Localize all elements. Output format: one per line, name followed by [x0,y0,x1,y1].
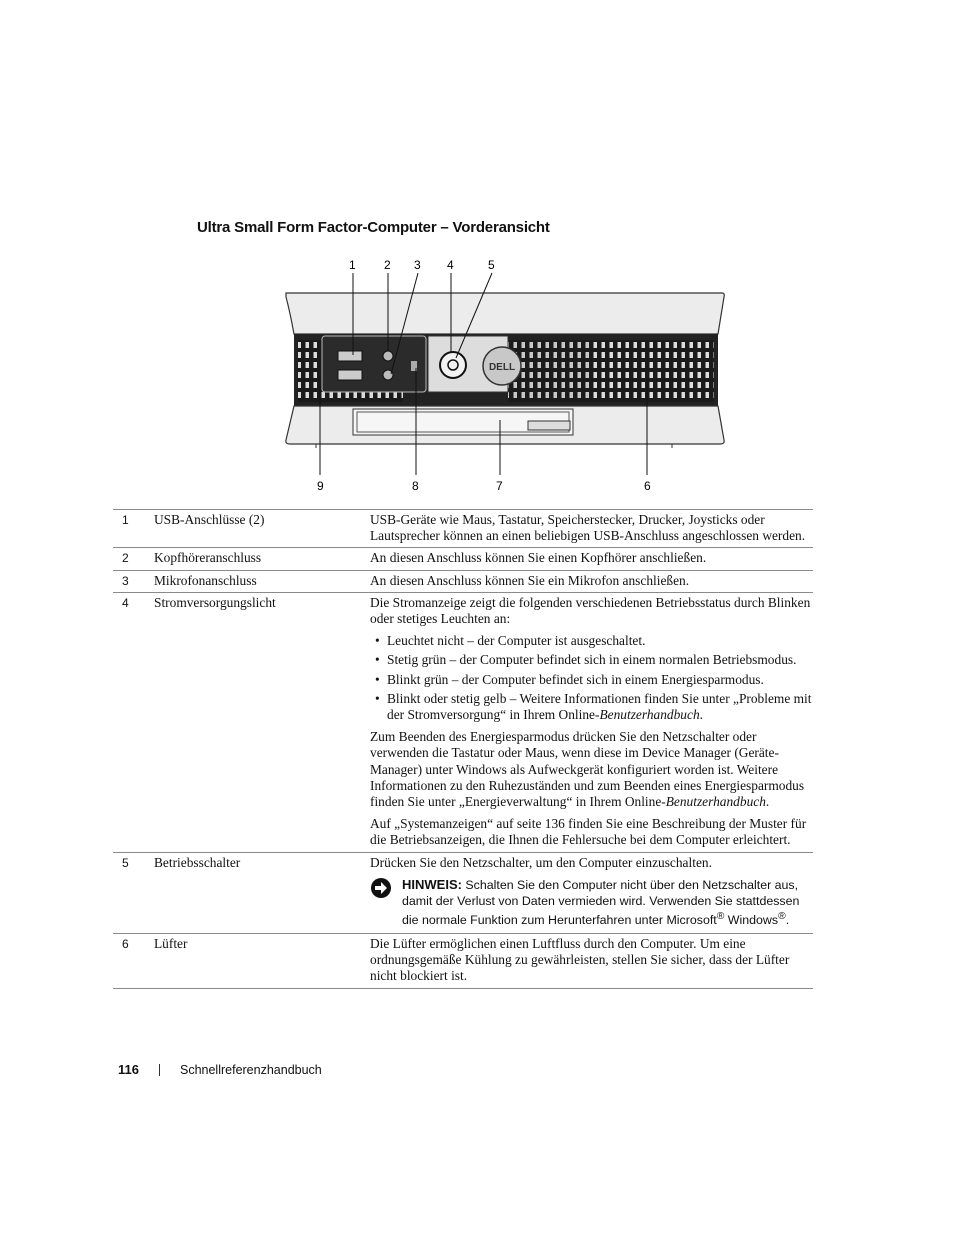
headphone-jack [383,351,393,361]
page-number: 116 [118,1062,139,1077]
callout-1: 1 [349,258,356,272]
callout-5: 5 [488,258,495,272]
row-number: 6 [122,936,129,951]
row-number: 5 [122,855,129,870]
power-button [440,352,466,378]
para2-manual-ref: Benutzerhandbuch [665,794,766,810]
system-lights-paragraph: Auf „Systemanzeigen“ auf seite 136 finden Sie eine Beschreibung der Muster für die Betriebsanzeigen, die Ihnen die Fehlersuche bei dem Computer erleichtert. [370,816,807,848]
row-number: 4 [122,595,129,610]
para2-text: Zum Beenden des Energiesparmodus drücken Sie den Netzschalter oder verwenden die Tastatur oder Maus, wenn diese im Device Manager (Geräte-Manager) unter Windows als Aufweckgerät konfiguriert worden ist. Weitere Informationen zu den Ruhezuständen und zum Beenden eines Energiesparmodus finden Sie unter „Energieverwaltung“ in Ihrem Online- [370,729,805,810]
row-description [370,852,813,933]
row-name: Mikrofonanschluss [154,572,257,588]
footer-separator [159,1064,160,1076]
section-title: Ultra Small Form Factor-Computer – Vorderansicht [197,219,550,236]
notice-text [402,877,813,928]
dell-logo-text: DELL [488,362,516,373]
table-row [113,510,813,548]
row-name: Kopfhöreranschluss [154,550,262,566]
row-description: An diesen Anschluss können Sie einen Kopfhörer anschließen. [370,550,707,566]
para2-end: . [765,794,770,810]
registered-mark: ® [716,910,725,922]
row-number: 2 [122,551,129,566]
bullet4-manual-ref: Benutzerhandbuch [599,707,700,723]
row-name: Lüfter [154,935,188,951]
callout-8: 8 [412,479,419,493]
usb-port-1 [338,351,362,361]
eject-button [528,421,570,430]
power-button-description: Drücken Sie den Netzschalter, um den Computer einzuschalten. [370,854,712,870]
callout-7: 7 [496,479,503,493]
bullet4-text: Blinkt oder stetig gelb – Weitere Informationen finden Sie unter „Probleme mit der Stromversorgung“ in Ihrem Online- [387,690,812,723]
row-name: USB-Anschlüsse (2) [154,512,265,527]
power-light-status-list [370,633,813,723]
row-name: Stromversorgungslicht [154,594,276,610]
list-item [370,691,813,723]
row-number: 1 [122,513,129,527]
callout-6: 6 [644,479,651,493]
parts-table [113,509,813,989]
row-description: USB-Geräte wie Maus, Tastatur, Speicherstecker, Drucker, Joysticks oder Lautsprecher können an einen beliebigen USB-Anschluss angeschlossen werden. [370,512,806,544]
table-row [113,933,813,988]
power-light-intro: Die Stromanzeige zeigt die folgenden verschiedenen Betriebsstatus durch Blinken oder stetiges Leuchten an: [370,594,811,627]
list-item: • Leuchtet nicht – der Computer ist ausgeschaltet. [370,633,813,649]
table-row [113,592,813,852]
notice-box [370,877,813,928]
callout-2: 2 [384,258,391,272]
callout-3: 3 [414,258,421,272]
sleep-mode-paragraph [370,729,813,810]
table-row [113,548,813,570]
row-name: Betriebsschalter [154,854,241,870]
io-module [322,336,426,392]
table-row [113,852,813,933]
row-number: 3 [122,573,129,588]
bullet4-end: . [699,707,703,723]
notice-arrow-icon [370,877,392,899]
callout-4: 4 [447,258,454,272]
callout-9: 9 [317,479,324,493]
list-item: • Stetig grün – der Computer befindet sich in einem normalen Betriebsmodus. [370,652,813,668]
list-item: • Blinkt grün – der Computer befindet sich in einem Energiesparmodus. [370,672,813,688]
row-description: An diesen Anschluss können Sie ein Mikrofon anschließen. [370,572,690,588]
computer-front-diagram [280,250,730,495]
table-row [113,570,813,592]
notice-label: HINWEIS: [402,876,462,892]
row-description: Die Lüfter ermöglichen einen Luftfluss durch den Computer. Um eine ordnungsgemäße Kühlung zu gewährleisten, stellen Sie sicher, dass der Lüfter nicht blockiert ist. [370,935,790,984]
row-description [370,592,813,852]
book-title: Schnellreferenzhandbuch [179,1063,322,1077]
registered-mark: ® [778,910,786,922]
top-bezel [286,293,724,334]
notice-end: . [785,912,790,927]
notice-body: Schalten Sie den Computer nicht über den Netzschalter aus, damit der Verlust von Daten vermieden wird. Verwenden Sie stattdessen die normale Funktion zum Herunterfahren unter Microsoft [402,877,800,927]
usb-port-2 [338,370,362,380]
page-footer [118,1062,322,1077]
notice-windows: Windows [724,912,779,927]
